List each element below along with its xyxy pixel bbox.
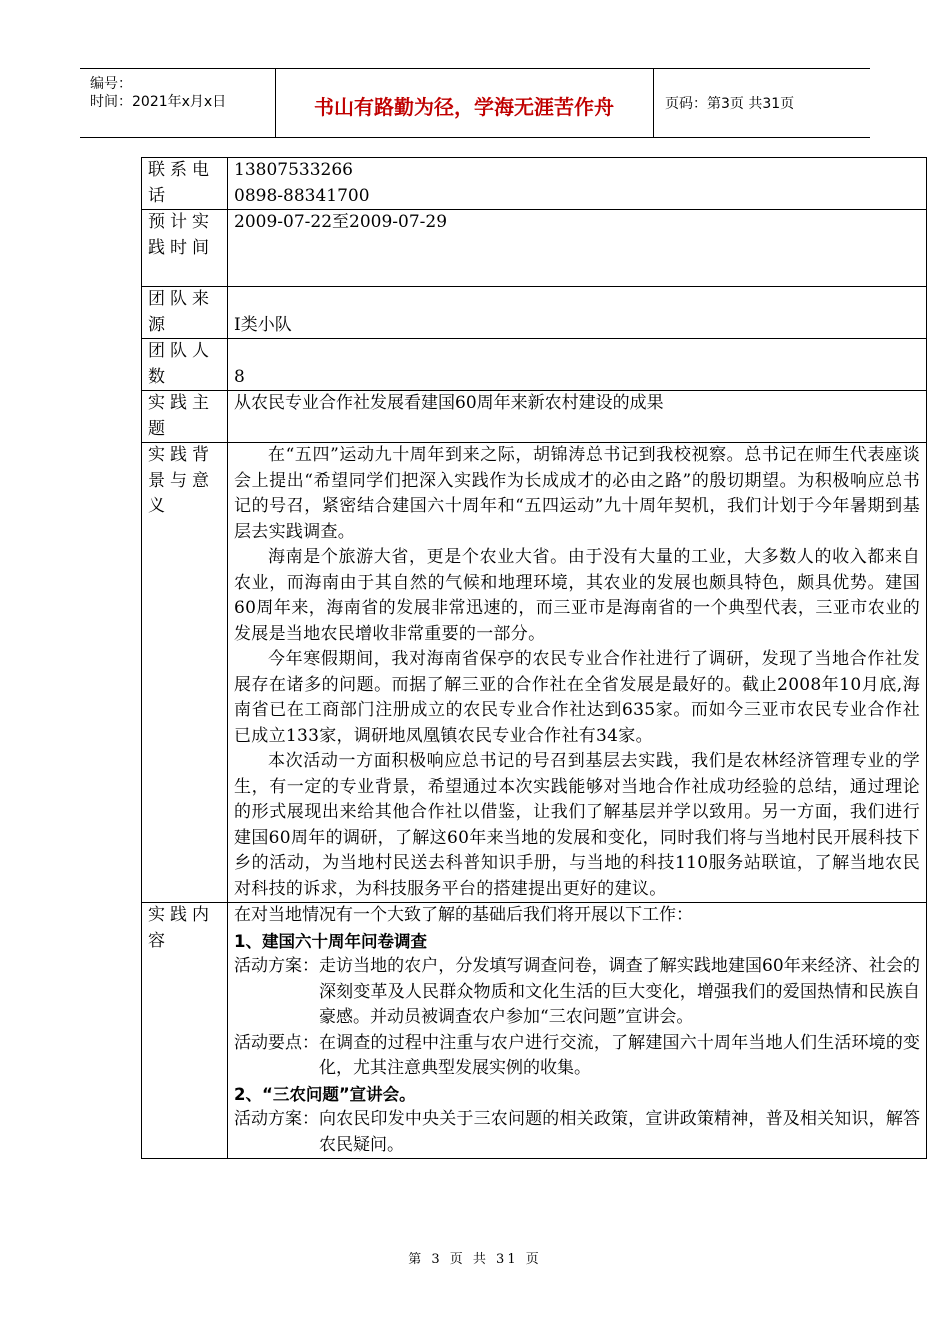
section1-title: 1、建国六十周年问卷调查 xyxy=(234,931,427,951)
application-form-table xyxy=(141,157,927,1159)
background-paragraph: 海南是个旅游大省，更是个农业大省。由于没有大量的工业，大多数人的收入都来自农业，而海南由于其自然的气候和地理环境，其农业的发展也颇具特色，颇具优势。建国60周年来，海南省的发展非常迅速的，而三亚市是海南省的一个典型代表，三亚市农业的发展是当地农民增收非常重要的一部分。 xyxy=(234,547,920,644)
page-header xyxy=(80,68,870,138)
row-period xyxy=(142,210,927,287)
plan-key: 活动方案： xyxy=(234,956,319,976)
row-contact xyxy=(142,158,927,210)
page-footer: 第 3 页 共 31 页 xyxy=(408,1252,542,1267)
header-motto-cell xyxy=(275,69,654,137)
section1-points xyxy=(234,1031,920,1082)
background-paragraph: 在“五四”运动九十周年到来之际，胡锦涛总书记到我校视察。总书记在师生代表座谈会上提出“希望同学们把深入实践作为长成成才的必由之路”的殷切期望。为积极响应总书记的号召，紧密结合建国六十周年和“五四运动”九十周年契机，我们计划于今年暑期到基层去实践调查。 xyxy=(234,445,920,542)
content-label: 实践内容 xyxy=(142,903,228,1159)
team-source-label: 团队来源 xyxy=(142,287,228,339)
background-value xyxy=(228,443,927,903)
header-meta-cell xyxy=(80,69,276,137)
content-value xyxy=(228,903,927,1159)
section2-title: 2、“三农问题”宣讲会。 xyxy=(234,1084,416,1104)
date-label: 时间：2021年x月x日 xyxy=(90,94,227,110)
phone-mobile: 13807533266 xyxy=(234,160,353,180)
team-size-value: 8 xyxy=(228,339,927,391)
row-background xyxy=(142,443,927,903)
background-paragraph: 今年寒假期间，我对海南省保亭的农民专业合作社进行了调研，发现了当地合作社发展存在诸多的问题。而据了解三亚的合作社在全省发展是最好的。截止2008年10月底,海南省已在工商部门注册成立的农民专业合作社达到635家。而如今三亚市农民专业合作社已成立133家，调研地凤凰镇农民专业合作社有34家。 xyxy=(234,649,920,746)
points-text: 在调查的过程中注重与农户进行交流，了解建国六十周年当地人们生活环境的变化，尤其注意典型发展实例的收集。 xyxy=(319,1032,920,1078)
theme-value: 从农民专业合作社发展看建国60周年来新农村建设的成果 xyxy=(228,391,927,443)
theme-label: 实践主题 xyxy=(142,391,228,443)
row-team-size xyxy=(142,339,927,391)
row-content xyxy=(142,903,927,1159)
row-team-source xyxy=(142,287,927,339)
serial-label: 编号： xyxy=(90,76,132,92)
content-intro: 在对当地情况有一个大致了解的基础后我们将开展以下工作： xyxy=(234,905,693,925)
contact-label: 联系电话 xyxy=(142,158,228,210)
period-value: 2009-07-22至2009-07-29 xyxy=(228,210,927,287)
plan-key: 活动方案： xyxy=(234,1109,319,1129)
period-label: 预计实践时间 xyxy=(142,210,228,287)
plan-text: 向农民印发中央关于三农问题的相关政策，宣讲政策精神，普及相关知识，解答农民疑问。 xyxy=(319,1109,920,1155)
header-page-cell xyxy=(653,69,870,137)
background-label: 实践背景与意义 xyxy=(142,443,228,903)
row-theme xyxy=(142,391,927,443)
team-source-value: I类小队 xyxy=(228,287,927,339)
section1-plan xyxy=(234,954,920,1031)
page-number-label: 页码：第3页 共31页 xyxy=(665,96,795,112)
background-paragraph: 本次活动一方面积极响应总书记的号召到基层去实践，我们是农林经济管理专业的学生，有一定的专业背景，希望通过本次实践能够对当地合作社成功经验的总结，通过理论的形式展现出来给其他合作社以借鉴，让我们了解基层并学以致用。另一方面，我们进行建国60周年的调研，了解这60年来当地的发展和变化，同时我们将与当地村民开展科技下乡的活动，为当地村民送去科普知识手册，与当地的科技110服务站联谊，了解当地农民对科技的诉求，为科技服务平台的搭建提出更好的建议。 xyxy=(234,751,920,899)
phone-landline: 0898-88341700 xyxy=(234,185,370,206)
motto-text: 书山有路勤为径，学海无涯苦作舟 xyxy=(314,95,614,119)
section2-plan xyxy=(234,1107,920,1158)
team-size-label: 团队人数 xyxy=(142,339,228,391)
contact-value xyxy=(228,158,927,210)
points-key: 活动要点： xyxy=(234,1032,319,1053)
plan-text: 走访当地的农户，分发填写调查问卷，调查了解实践地建国60年来经济、社会的深刻变革及人民群众物质和文化生活的巨大变化，增强我们的爱国热情和民族自豪感。并动员被调查农户参加“三农问题”宣讲会。 xyxy=(319,956,920,1027)
